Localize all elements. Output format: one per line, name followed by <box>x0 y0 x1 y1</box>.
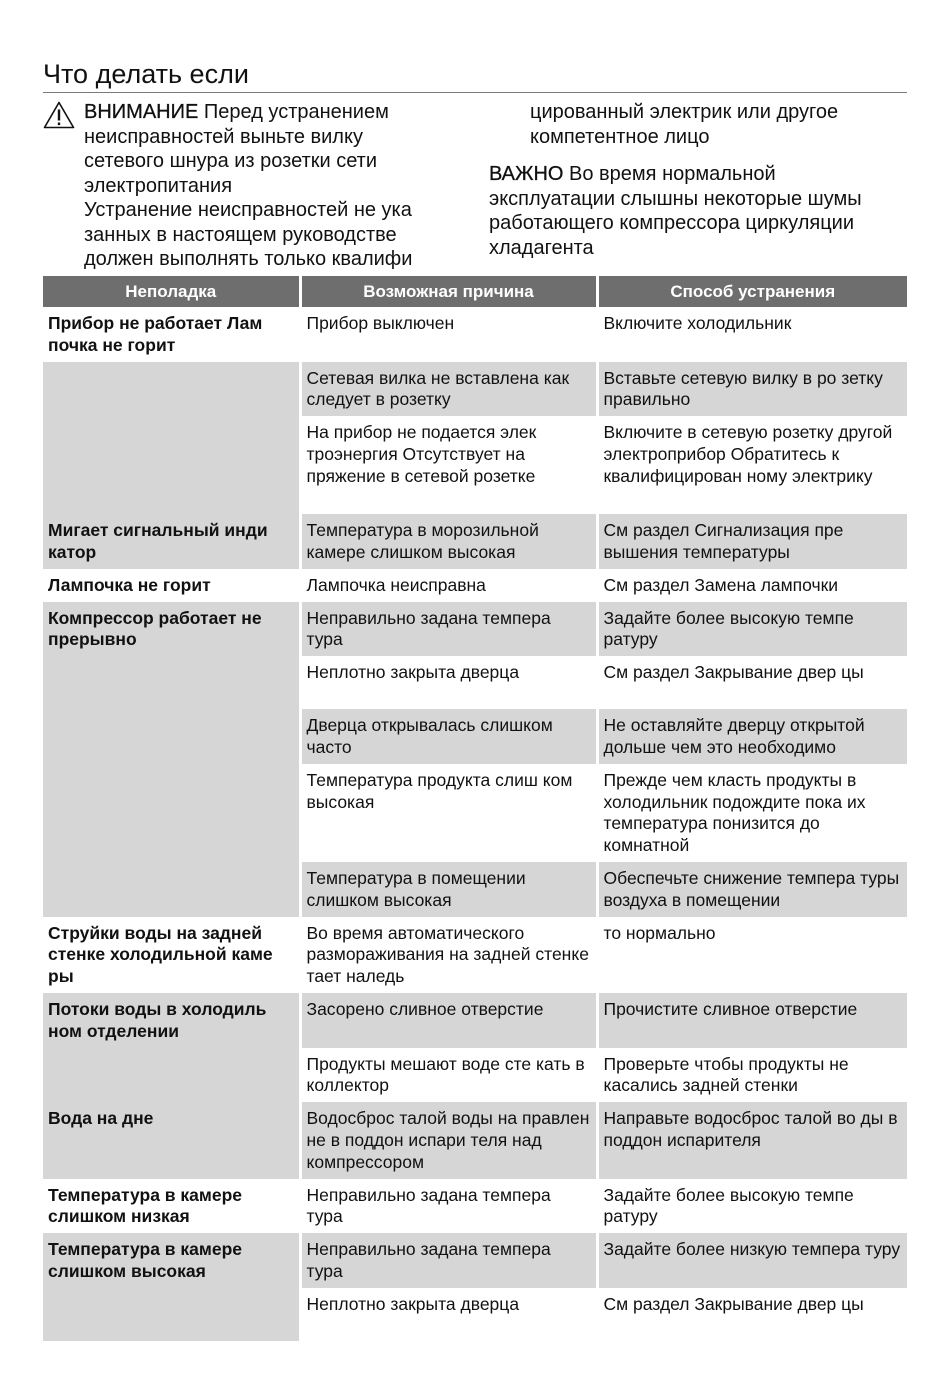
cause-cell <box>300 1048 597 1103</box>
cause-cell-text: Дверца открывалась слишком часто <box>306 715 553 757</box>
remedy-cell <box>597 416 907 514</box>
problem-cell <box>43 993 300 1048</box>
warning-line-3: сетевого шнура из розетки сети <box>84 150 377 172</box>
remedy-cell-text: Направьте водосброс талой во ды в поддон испарителя <box>603 1108 898 1150</box>
important-line-4: хладагента <box>489 236 594 259</box>
table-row <box>43 917 907 993</box>
problem-cell-text: Мигает сигнальный инди катор <box>48 520 268 562</box>
remedy-cell-text: Проверьте чтобы продукты не касались задней стенки <box>603 1053 849 1096</box>
cause-cell <box>300 917 597 993</box>
problem-cell <box>43 764 300 862</box>
problem-cell <box>43 602 300 657</box>
cause-cell-text: Температура в помещении слишком высокая <box>306 867 526 910</box>
cause-cell <box>300 307 597 362</box>
remedy-cell-text: Включите в сетевую розетку другой электроприбор Обратитесь к квалифицирован ному электрику <box>603 422 893 486</box>
title-divider <box>43 92 907 93</box>
problem-cell-text: Струйки воды на задней стенке холодильной каме ры <box>48 922 273 987</box>
remedy-cell-text: Включите холодильник <box>603 313 792 333</box>
remedy-cell-text: Обеспечьте снижение темпера туры воздуха в помещении <box>603 867 900 910</box>
header-remedy: Способ устранения <box>597 276 907 307</box>
problem-cell <box>43 1048 300 1103</box>
table-row <box>43 993 907 1048</box>
problem-cell <box>43 416 300 514</box>
problem-cell <box>43 1233 300 1288</box>
table-row <box>43 362 907 417</box>
remedy-cell <box>597 656 907 709</box>
warning-continued-line-2: компетентное лицо <box>530 125 710 148</box>
cause-cell <box>300 1179 597 1234</box>
table-row <box>43 1048 907 1103</box>
cause-cell <box>300 362 597 417</box>
cause-cell <box>300 709 597 764</box>
remedy-cell <box>597 764 907 862</box>
cause-cell-text: Неправильно задана темпера тура <box>306 1239 551 1281</box>
remedy-cell <box>597 993 907 1048</box>
header-problem: Неполадка <box>43 276 300 307</box>
remedy-cell <box>597 862 907 917</box>
table-row <box>43 307 907 362</box>
remedy-cell <box>597 602 907 657</box>
problem-cell-text: Компрессор работает не прерывно <box>48 607 262 650</box>
cause-cell <box>300 1233 597 1288</box>
cause-cell-text: Сетевая вилка не вставлена как следует в розетку <box>306 367 570 410</box>
remedy-cell <box>597 709 907 764</box>
remedy-cell <box>597 514 907 569</box>
table-header-row <box>43 276 907 307</box>
remedy-cell-text: Задайте более высокую темпе ратуру <box>603 607 854 650</box>
cause-cell <box>300 862 597 917</box>
problem-cell-text: Лампочка не горит <box>48 574 211 595</box>
cause-cell <box>300 416 597 514</box>
remedy-cell-text: Прежде чем класть продукты в холодильник подождите пока их температура понизится до комнатной <box>603 769 866 856</box>
troubleshooting-table <box>43 276 907 1341</box>
important-line-1: ВАЖНО Во время нормальной <box>489 163 776 185</box>
warning-continued-line-1: цированный электрик или другое <box>530 101 839 123</box>
cause-cell <box>300 1102 597 1178</box>
remedy-cell-text: Прочистите сливное отверстие <box>603 998 858 1019</box>
problem-cell <box>43 307 300 362</box>
cause-cell <box>300 1288 597 1341</box>
remedy-cell <box>597 307 907 362</box>
problem-cell <box>43 862 300 917</box>
problem-cell <box>43 514 300 569</box>
cause-cell-text: Водосброс талой воды на правлен не в поддон испари теля над компрессором <box>306 1108 590 1172</box>
problem-cell <box>43 656 300 709</box>
warning-triangle-icon <box>43 101 75 129</box>
problem-cell <box>43 1102 300 1178</box>
cause-cell-text: Продукты мешают воде сте кать в коллектор <box>306 1053 585 1096</box>
table-row <box>43 569 907 602</box>
cause-cell-text: Засорено сливное отверстие <box>306 998 544 1019</box>
cause-cell-text: Прибор выключен <box>306 313 455 333</box>
remedy-cell <box>597 1288 907 1341</box>
table-row <box>43 602 907 657</box>
table-row <box>43 416 907 514</box>
remedy-cell-text: Не оставляйте дверцу открытой дольше чем это необходимо <box>603 715 865 757</box>
remedy-cell <box>597 569 907 602</box>
problem-cell-text: Потоки воды в холодиль ном отделении <box>48 998 267 1041</box>
remedy-cell-text: Задайте более высокую темпе ратуру <box>603 1184 854 1227</box>
table-row <box>43 764 907 862</box>
cause-cell <box>300 514 597 569</box>
cause-cell <box>300 656 597 709</box>
cause-cell <box>300 602 597 657</box>
table-row <box>43 862 907 917</box>
cause-cell-text: Неплотно закрыта дверца <box>306 1293 520 1314</box>
problem-cell-text: Температура в камере слишком высокая <box>48 1239 242 1281</box>
remedy-cell-text: Вставьте сетевую вилку в ро зетку правильно <box>603 367 883 410</box>
warning-line-2: неисправностей выньте вилку <box>84 125 363 148</box>
cause-cell-text: Неправильно задана темпера тура <box>306 1184 551 1227</box>
table-row <box>43 1179 907 1234</box>
important-line-2: эксплуатации слышны некоторые шумы <box>489 187 862 210</box>
cause-cell-text: Температура в морозильной камере слишком высокая <box>306 520 539 562</box>
table-row <box>43 709 907 764</box>
warning-line-4: электропитания <box>84 174 233 197</box>
important-line-3: работающего компрессора циркуляции <box>489 212 854 234</box>
remedy-cell-text: то нормально <box>603 922 716 943</box>
page-title: Что делать если <box>43 59 249 89</box>
warning-text <box>84 100 474 272</box>
cause-cell <box>300 569 597 602</box>
table-row <box>43 1233 907 1288</box>
problem-cell <box>43 709 300 764</box>
cause-cell-text: Во время автоматического размораживания на задней стенке тает наледь <box>306 922 589 987</box>
remedy-cell <box>597 917 907 993</box>
remedy-cell <box>597 362 907 417</box>
remedy-cell <box>597 1179 907 1234</box>
remedy-cell-text: См раздел Замена лампочки <box>603 574 839 595</box>
table-row <box>43 656 907 709</box>
remedy-cell <box>597 1048 907 1103</box>
header-cause: Возможная причина <box>300 276 597 307</box>
table-row <box>43 1102 907 1178</box>
cause-cell-text: Неправильно задана темпера тура <box>306 607 551 650</box>
problem-cell <box>43 362 300 417</box>
cause-cell <box>300 764 597 862</box>
remedy-cell-text: См раздел Закрывание двер цы <box>603 662 864 683</box>
remedy-cell <box>597 1233 907 1288</box>
warning-line-6: занных в настоящем руководстве <box>84 223 397 246</box>
right-column <box>489 100 914 260</box>
problem-cell-text: Прибор не работает Лам почка не горит <box>48 313 263 355</box>
remedy-cell-text: Задайте более низкую темпера туру <box>603 1239 901 1260</box>
warning-line-5: Устранение неисправностей не ука <box>84 199 412 221</box>
problem-cell-text: Температура в камере слишком низкая <box>48 1184 242 1227</box>
table-row <box>43 514 907 569</box>
cause-cell <box>300 993 597 1048</box>
warning-line-7: должен выполнять только квалифи <box>84 248 413 270</box>
cause-cell-text: Неплотно закрыта дверца <box>306 662 520 683</box>
warning-line-1: ВНИМАНИЕ Перед устранением <box>84 101 389 123</box>
important-keyword: ВАЖНО <box>489 163 564 185</box>
remedy-cell-text: См раздел Сигнализация пре вышения температуры <box>603 520 844 562</box>
cause-cell-text: Температура продукта слиш ком высокая <box>306 769 573 812</box>
problem-cell <box>43 569 300 602</box>
cause-cell-text: На прибор не подается элек троэнергия Отсутствует на пряжение в сетевой розетке <box>306 422 537 486</box>
warning-keyword: ВНИМАНИЕ <box>84 101 199 123</box>
remedy-cell-text: См раздел Закрывание двер цы <box>603 1293 864 1314</box>
table-body <box>43 307 907 1341</box>
problem-cell-text: Вода на дне <box>48 1108 154 1129</box>
table-row <box>43 1288 907 1341</box>
problem-cell <box>43 1288 300 1341</box>
problem-cell <box>43 917 300 993</box>
remedy-cell <box>597 1102 907 1178</box>
problem-cell <box>43 1179 300 1234</box>
cause-cell-text: Лампочка неисправна <box>306 574 486 595</box>
important-note <box>489 162 914 260</box>
